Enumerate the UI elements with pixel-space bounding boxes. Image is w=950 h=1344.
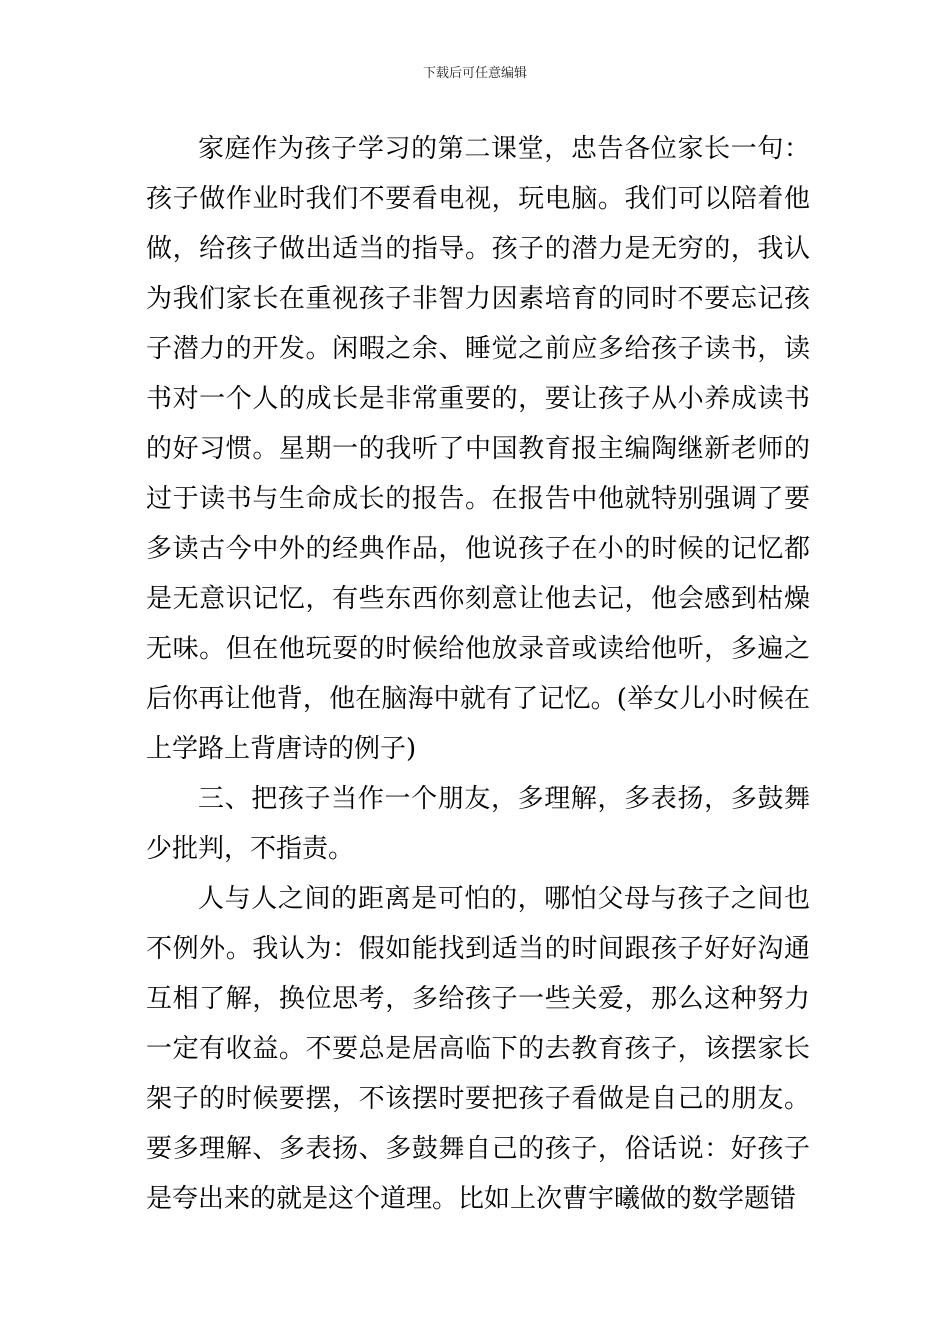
paragraph-reading-habits: 家庭作为孩子学习的第二课堂，忠告各位家长一句：孩子做作业时我们不要看电视，玩电脑。我们可以陪着他做，给孩子做出适当的指导。孩子的潜力是无穷的，我认为我们家长在重视孩子非智力因素培育的同时不要忘记孩子潜力的开发。闲暇之余、睡觉之前应多给孩子读书，读书对一个人的成长是非常重要的，要让孩子从小养成读书的好习惯。星期一的我听了中国教育报主编陶继新老师的过于读书与生命成长的报告。在报告中他就特别强调了要多读古今中外的经典作品，他说孩子在小的时候的记忆都是无意识记忆，有些东西你刻意让他去记，他会感到枯燥无味。但在他玩耍的时候给他放录音或读给他听，多遍之后你再让他背，他在脑海中就有了记忆。(举女儿小时候在上学路上背唐诗的例子) (146, 134, 810, 764)
paragraph-treat-child-as-friend: 人与人之间的距离是可怕的，哪怕父母与孩子之间也不例外。我认为：假如能找到适当的时间跟孩子好好沟通互相了解，换位思考，多给孩子一些关爱，那么这种努力一定有收益。不要总是居高临下的去教育孩子，该摆家长架子的时候要摆，不该摆时要把孩子看做是自己的朋友。要多理解、多表扬、多鼓舞自己的孩子，俗话说：好孩子是夸出来的就是这个道理。比如上次曹宇曦做的数学题错 (146, 884, 810, 1214)
document-body (146, 124, 810, 1224)
paragraph-section-three-heading: 三、把孩子当作一个朋友，多理解，多表扬，多鼓舞少批判，不指责。 (146, 784, 810, 864)
page-header-note: 下载后可任意编辑 (422, 66, 527, 81)
